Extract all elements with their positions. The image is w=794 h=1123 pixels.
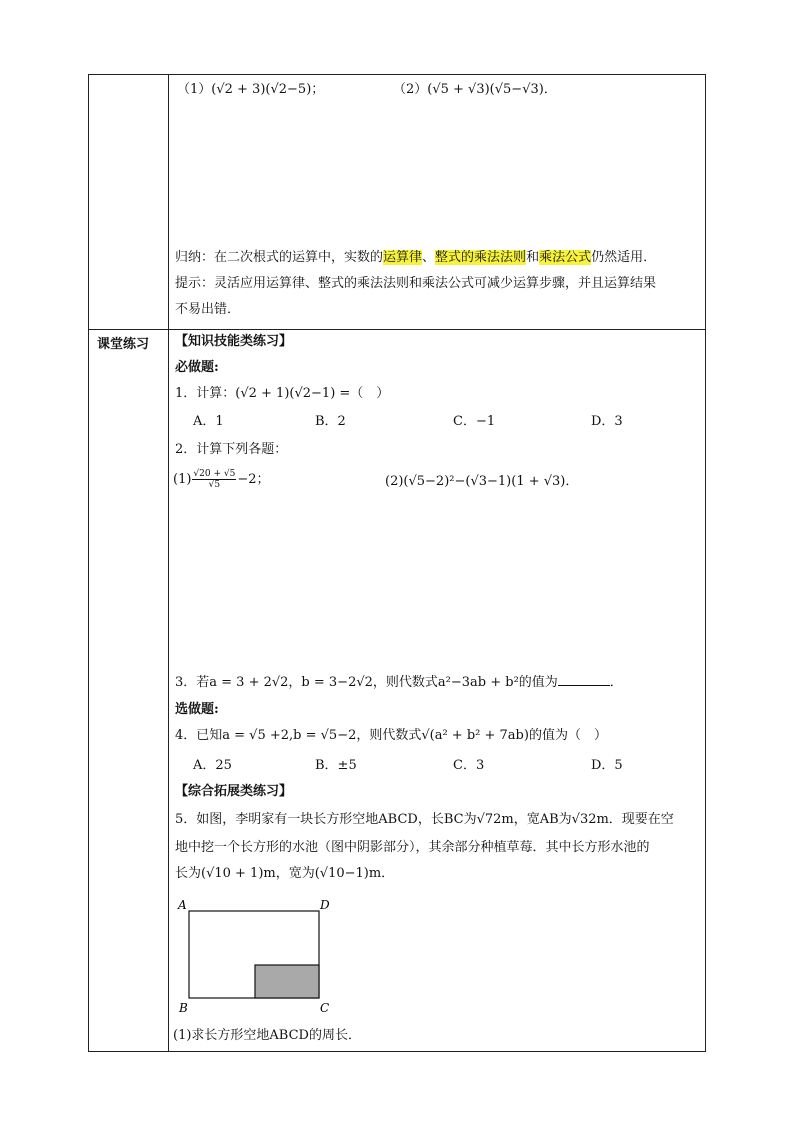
summary-separator-1: 、 bbox=[422, 250, 436, 265]
highlight-multiplication-formulas: 乘法公式 bbox=[539, 250, 592, 265]
label-c: C bbox=[320, 1001, 330, 1015]
question-2: 2．计算下列各题： bbox=[175, 442, 288, 457]
hint-line-1: 提示：灵活应用运算律、整式的乘法法则和乘法公式可减少运算步骤，并且运算结果 bbox=[175, 276, 657, 291]
label-d: D bbox=[320, 898, 330, 912]
question-1: 1．计算：(√2 + 1)(√2−1) =（ ） bbox=[175, 386, 390, 401]
q1-option-d: D．3 bbox=[591, 414, 623, 429]
q4-option-d: D．5 bbox=[591, 758, 623, 773]
q4-option-a: A．25 bbox=[193, 758, 232, 773]
highlight-operation-laws: 运算律 bbox=[383, 250, 423, 265]
pond-shaded-region bbox=[255, 965, 319, 998]
summary-prefix: 归纳：在二次根式的运算中，实数的 bbox=[175, 250, 384, 265]
question-5-sub-1: (1)求长方形空地ABCD的周长． bbox=[173, 1028, 361, 1043]
optional-heading: 选做题: bbox=[175, 702, 219, 717]
row-divider bbox=[89, 329, 705, 330]
rectangle-figure bbox=[175, 895, 345, 1023]
question-4: 4．已知a = √5 +2,b = √5−2，则代数式√(a² + b² + 7ab)的值为（ ） bbox=[175, 728, 607, 743]
worksheet-table bbox=[88, 74, 706, 1052]
summary-text bbox=[175, 249, 656, 267]
q2a-prefix: (1) bbox=[173, 472, 192, 487]
question-5-line-3: 长为(√10 + 1)m，宽为(√10−1)m． bbox=[175, 866, 395, 881]
hint-line-2: 不易出错． bbox=[175, 302, 241, 317]
q2a-suffix: −2； bbox=[237, 472, 270, 487]
q4-option-b: B．±5 bbox=[315, 758, 357, 773]
section-comprehensive: 【综合拓展类练习】 bbox=[175, 784, 293, 799]
question-5-line-1: 5．如图，李明家有一块长方形空地ABCD，长BC为√72m，宽AB为√32m．现要在空 bbox=[175, 812, 674, 827]
practice-label: 课堂练习 bbox=[97, 337, 150, 352]
section-knowledge-skills: 【知识技能类练习】 bbox=[175, 334, 293, 349]
example-expression-2: （2）(√5 + √3)(√5−√3)． bbox=[393, 82, 557, 97]
answer-blank[interactable] bbox=[558, 673, 610, 686]
required-heading: 必做题: bbox=[175, 360, 219, 375]
q1-option-b: B．2 bbox=[315, 414, 346, 429]
question-3 bbox=[175, 673, 623, 692]
q3-end: ． bbox=[609, 675, 623, 690]
label-b: B bbox=[179, 1001, 188, 1015]
q1-option-c: C．−1 bbox=[453, 414, 496, 429]
question-2b: (2)(√5−2)²−(√3−1)(1 + √3)． bbox=[385, 474, 579, 489]
question-5-line-2: 地中挖一个长方形的水池（图中阴影部分），其余部分种植草莓．其中长方形水池的 bbox=[175, 840, 650, 855]
q2a-denominator: √5 bbox=[208, 480, 221, 490]
q4-option-c: C．3 bbox=[453, 758, 485, 773]
summary-separator-2: 和 bbox=[526, 250, 540, 265]
example-expression-1: （1）(√2 + 3)(√2−5)； bbox=[177, 82, 325, 97]
q1-option-a: A．1 bbox=[193, 414, 224, 429]
label-a: A bbox=[178, 898, 187, 912]
highlight-multiplication-rules: 整式的乘法法则 bbox=[435, 250, 527, 265]
column-divider bbox=[168, 75, 169, 1051]
summary-suffix: 仍然适用． bbox=[591, 250, 657, 265]
q2a-fraction bbox=[192, 469, 236, 490]
question-2a bbox=[173, 469, 270, 490]
q3-text: 3．若a = 3 + 2√2，b = 3−2√2，则代数式a²−3ab + b²的值为 bbox=[175, 675, 558, 690]
q2a-numerator: √20 + √5 bbox=[193, 469, 236, 479]
